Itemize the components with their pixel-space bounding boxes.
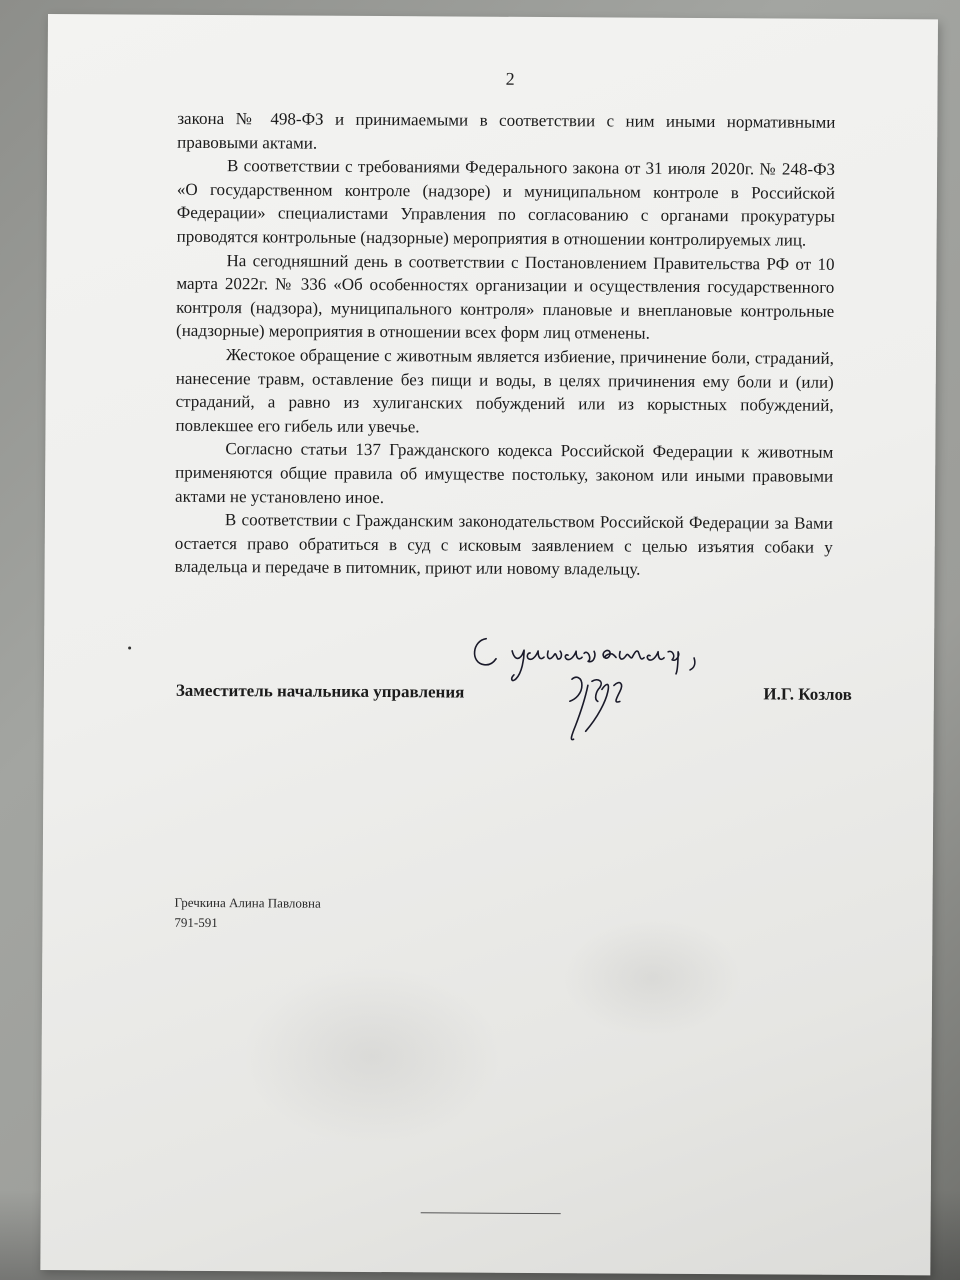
paragraph-continuation: закона № 498-ФЗ и принимаемыми в соответствии с ним иными нормативными правовыми актами. (177, 108, 836, 153)
signatory-name: И.Г. Козлов (763, 684, 852, 704)
paragraph-court-right: В соответствии с Гражданским законодательством Российской Федерации за Вами остается право обратиться в суд с исковым заявлением с целью изъятия собаки у владельца и передаче в питомник, приют или новому владельцу. (174, 510, 833, 579)
print-smudge (562, 917, 743, 1038)
page-number: 2 (505, 68, 515, 89)
executor-phone: 791-591 (174, 914, 218, 931)
letter-body (175, 107, 836, 583)
executor-info (174, 893, 320, 934)
signatory-title: Заместитель начальника управления (175, 680, 465, 702)
paragraph-government-decree: На сегодняшний день в соответствии с Постановлением Правительства РФ от 10 марта 2022г. № 336 «Об особенностях организации и осуществления государственного контроля (надзора), муниципального контроля» плановые и внеплановые контрольные (надзорные) мероприятия в отношении всех форм лиц отменены. (176, 250, 835, 344)
executor-name: Гречкина Алина Павловна (174, 894, 321, 911)
print-smudge (241, 965, 502, 1147)
paragraph-civil-code: Согласно статьи 137 Гражданского кодекса Российской Федерации к животным применяются общие правила об имуществе постольку, законом или иными правовыми актами не установлено иное. (175, 439, 834, 507)
document-page (40, 14, 938, 1275)
ink-dot (128, 647, 131, 650)
paragraph-animal-cruelty: Жестокое обращение с животным является избиение, причинение боли, страданий, нанесение травм, оставление без пищи и воды, в целях причинения ему боли и (или) страданий, а равно из хулиганских побуждений или из корыстных побуждений, повлекшее его гибель или увечье. (175, 345, 834, 436)
signature-block (176, 681, 852, 709)
paragraph-federal-law: В соответствии с требованиями Федерального закона от 31 июля 2020г. № 248-ФЗ «О государственном контроле (надзоре) и муниципальном контроле в Российской Федерации» специалистами Управления по согласованию с органами прокуратуры проводятся контрольные (надзорные) мероприятия в отношении контролируемых лиц. (176, 156, 836, 250)
bottom-divider (421, 1212, 561, 1214)
